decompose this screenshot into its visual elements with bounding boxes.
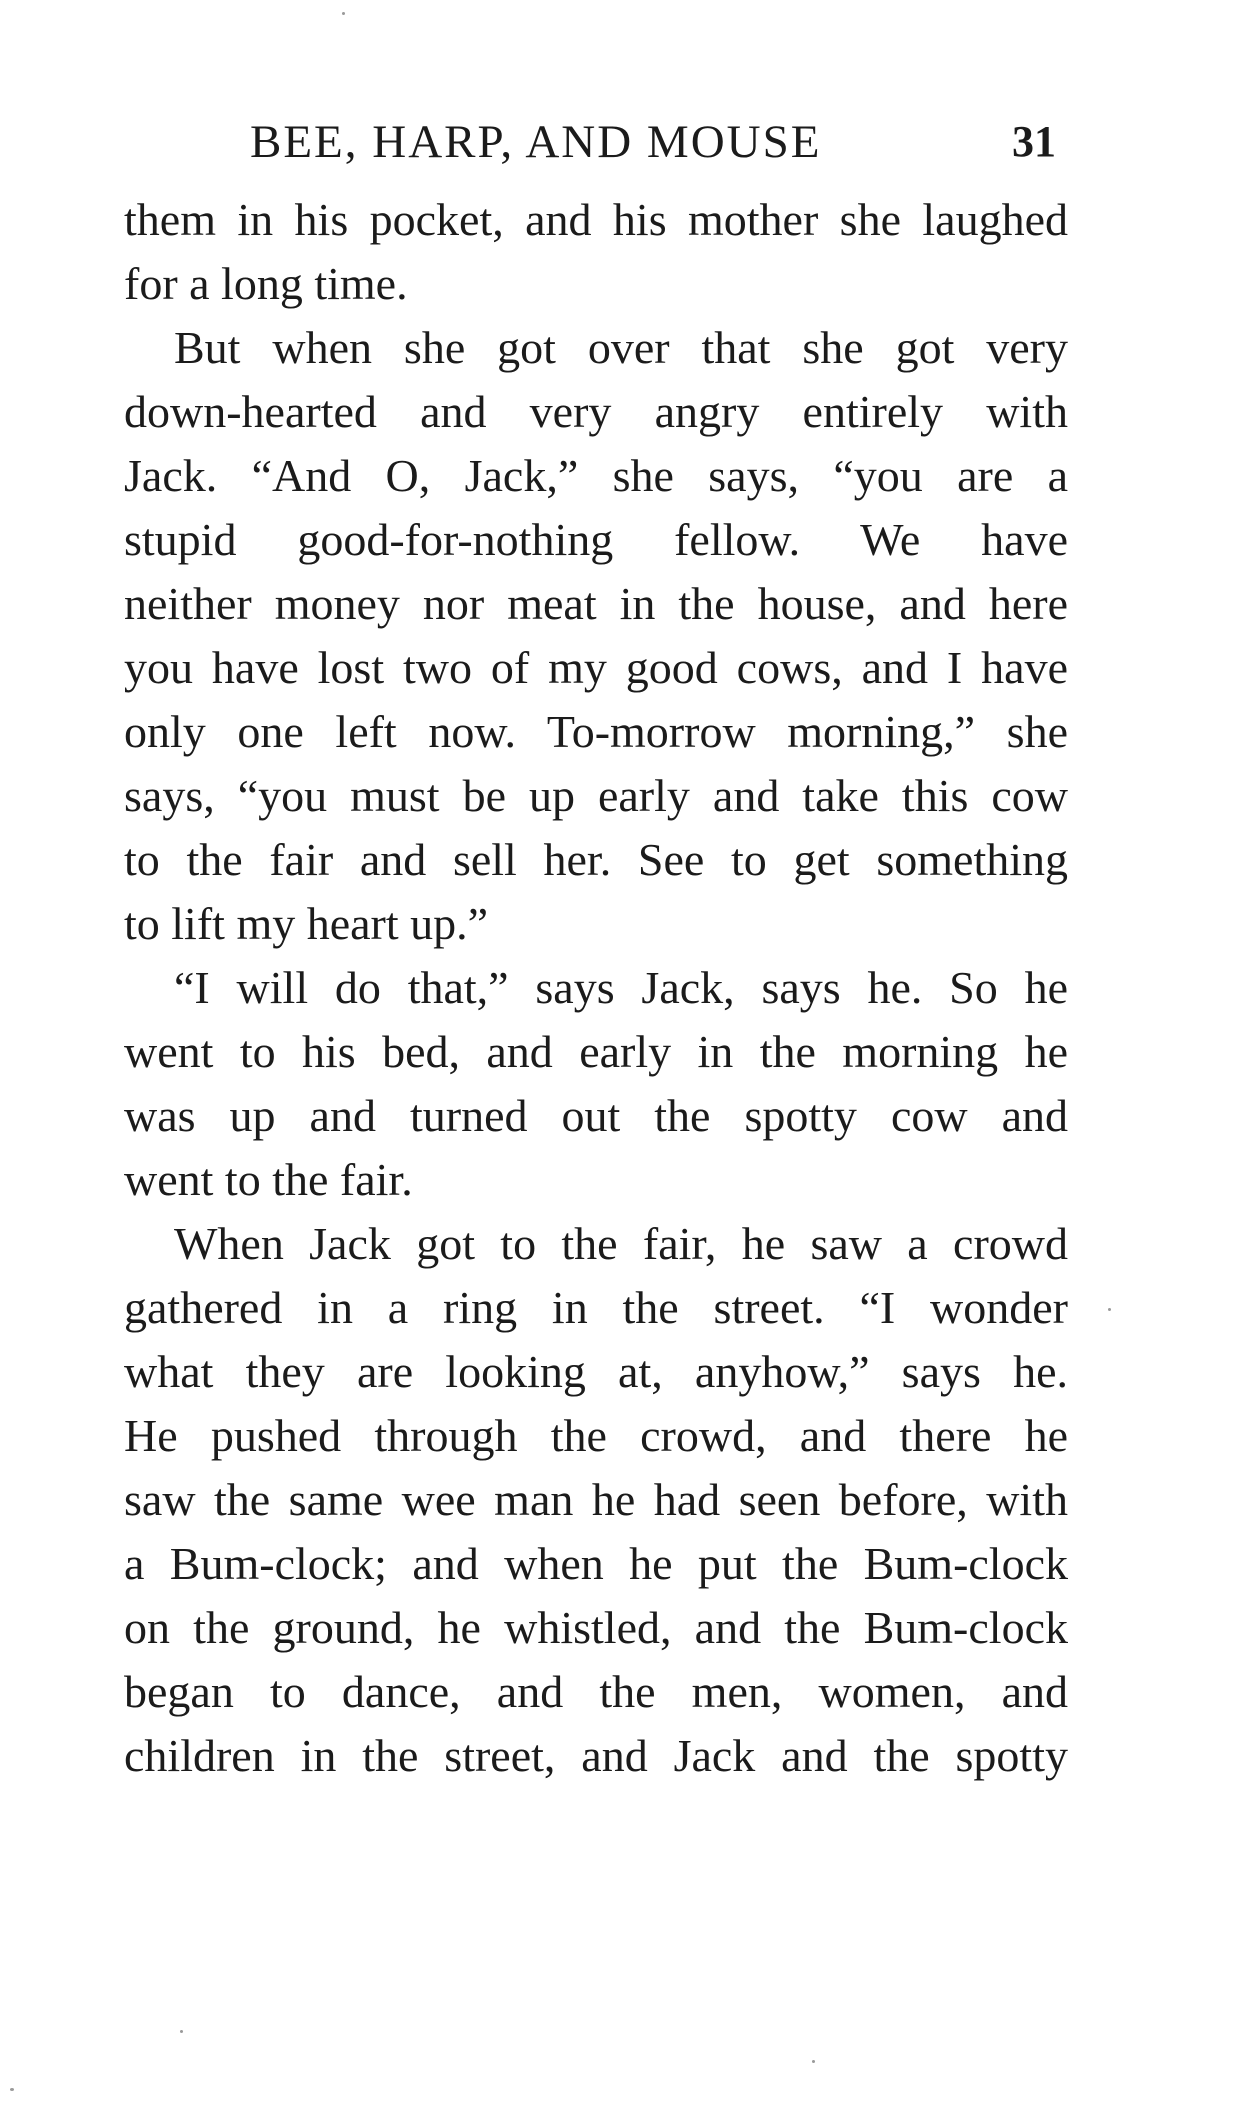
paragraph-first-line: When Jack got to the fair, he saw a crowd — [174, 1218, 1068, 1269]
text-line: on the ground, he whistled, and the Bum-clock — [124, 1602, 1068, 1653]
paper-speck — [10, 2088, 14, 2091]
paper-speck — [180, 2030, 183, 2033]
text-line: down-hearted and very angry entirely with — [124, 386, 1068, 437]
text-line: says, “you must be up early and take this cow — [124, 770, 1068, 821]
paragraph-first-line: But when she got over that she got very — [174, 322, 1068, 373]
paper-speck — [342, 12, 345, 15]
text-line: went to the fair. — [124, 1154, 413, 1205]
page-number: 31 — [1012, 117, 1056, 166]
running-title: BEE, HARP, AND MOUSE — [250, 116, 822, 168]
paper-speck — [1108, 1308, 1111, 1311]
text-line: He pushed through the crowd, and there he — [124, 1410, 1068, 1461]
text-line: you have lost two of my good cows, and I have — [124, 642, 1068, 693]
text-line: them in his pocket, and his mother she laughed — [124, 194, 1068, 245]
text-line: saw the same wee man he had seen before, with — [124, 1474, 1068, 1525]
text-line: to the fair and sell her. See to get something — [124, 834, 1068, 885]
text-line: a Bum-clock; and when he put the Bum-clock — [124, 1538, 1068, 1589]
text-line: was up and turned out the spotty cow and — [124, 1090, 1068, 1141]
paper-speck — [812, 2060, 815, 2063]
text-line: for a long time. — [124, 258, 408, 309]
text-line: only one left now. To-morrow morning,” she — [124, 706, 1068, 757]
paragraph-first-line: “I will do that,” says Jack, says he. So he — [174, 962, 1068, 1013]
text-line: neither money nor meat in the house, and here — [124, 578, 1068, 629]
text-line: Jack. “And O, Jack,” she says, “you are a — [124, 450, 1068, 501]
running-head — [0, 112, 1250, 172]
text-line: to lift my heart up.” — [124, 898, 489, 949]
text-line: went to his bed, and early in the morning he — [124, 1026, 1068, 1077]
text-line: stupid good-for-nothing fellow. We have — [124, 514, 1068, 565]
text-line: began to dance, and the men, women, and — [124, 1666, 1068, 1717]
text-line: children in the street, and Jack and the spotty — [124, 1730, 1068, 1781]
text-line: what they are looking at, anyhow,” says he. — [124, 1346, 1068, 1397]
body-text — [124, 188, 1068, 1788]
text-line: gathered in a ring in the street. “I wonder — [124, 1282, 1068, 1333]
